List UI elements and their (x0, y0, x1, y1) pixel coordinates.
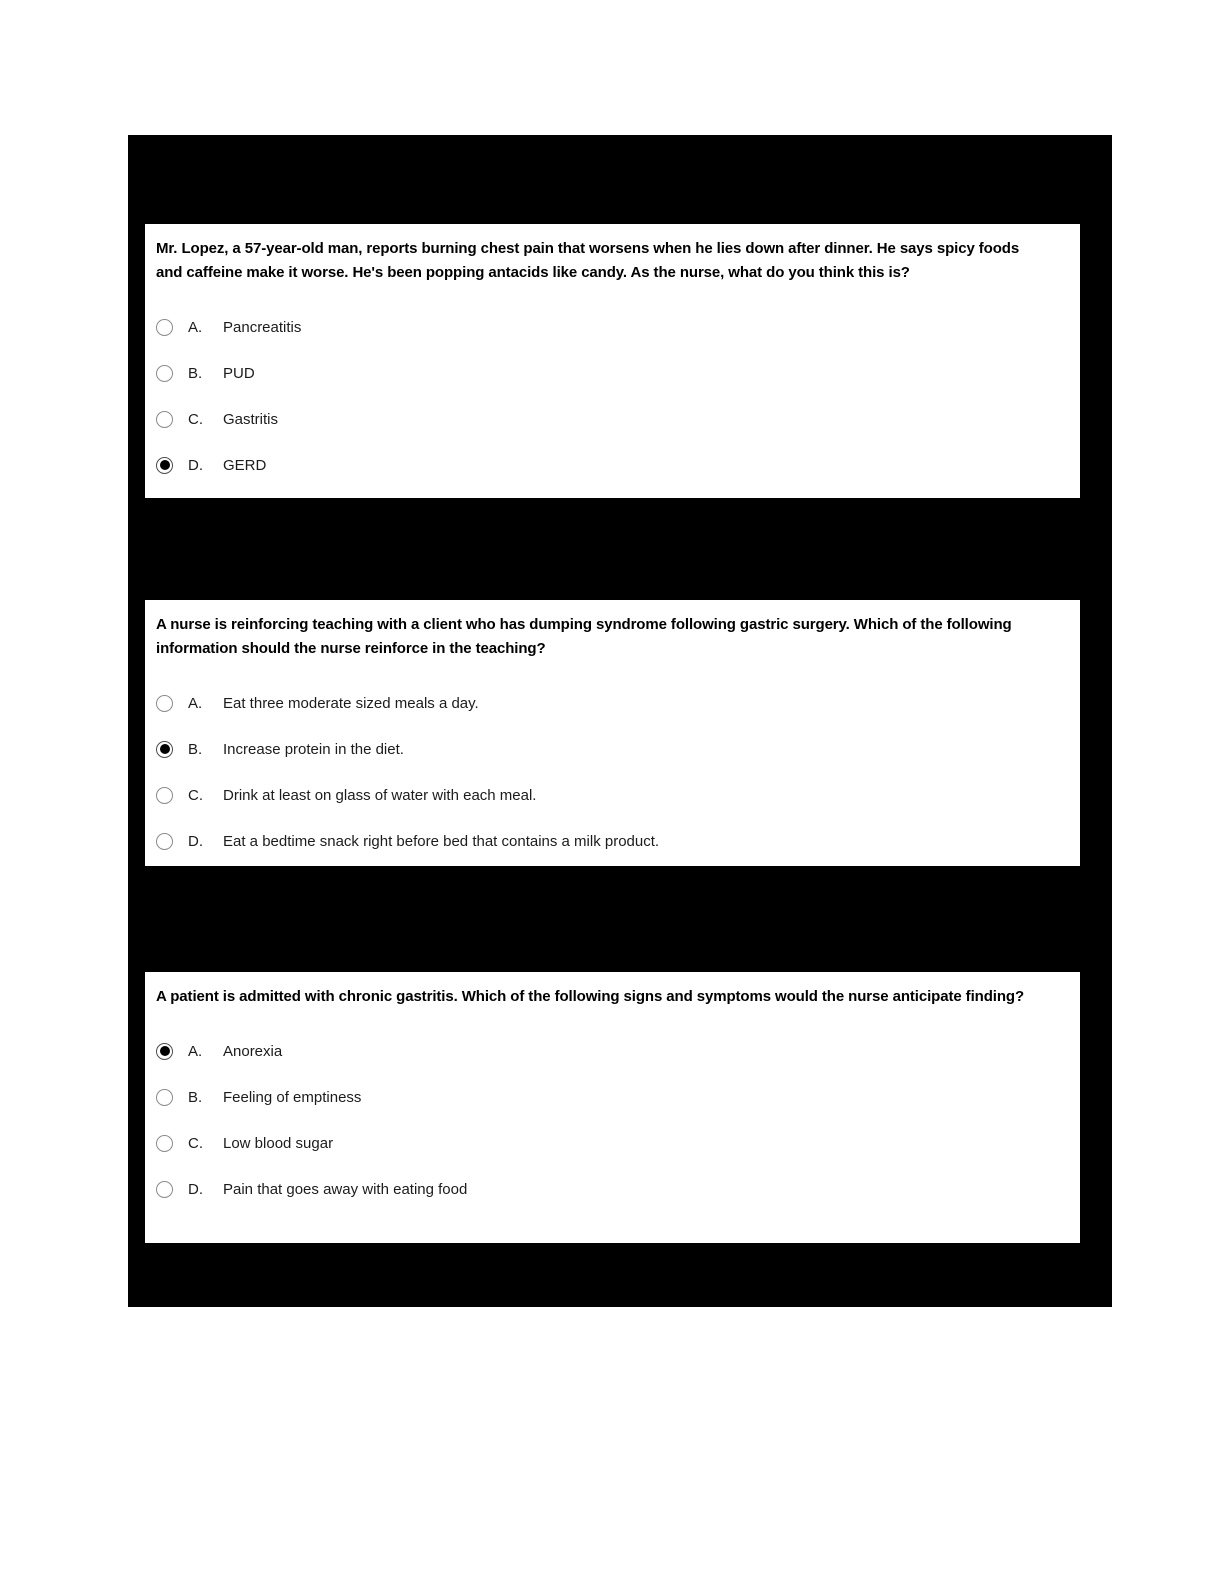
option-letter: B. (188, 364, 203, 382)
option-text: GERD (223, 456, 267, 474)
option-text: Feeling of emptiness (223, 1088, 362, 1106)
radio-button[interactable] (156, 411, 173, 428)
option-text: Anorexia (223, 1042, 283, 1060)
radio-button[interactable] (156, 1089, 173, 1106)
option-row[interactable] (156, 318, 1054, 336)
option-row[interactable] (156, 1042, 1054, 1060)
question-text: A patient is admitted with chronic gastritis. Which of the following signs and symptoms would the nurse anticipate finding? (156, 988, 1025, 1005)
option-row[interactable] (156, 832, 1054, 850)
radio-button[interactable] (156, 833, 173, 850)
option-letter: D. (188, 832, 203, 850)
quiz-panel (128, 135, 1112, 1307)
option-letter: D. (188, 456, 203, 474)
option-text: Drink at least on glass of water with each meal. (223, 786, 537, 804)
radio-button[interactable] (156, 695, 173, 712)
option-row[interactable] (156, 694, 1054, 712)
options-list (156, 318, 1054, 474)
option-row[interactable] (156, 456, 1054, 474)
radio-button[interactable] (156, 787, 173, 804)
option-text: Eat three moderate sized meals a day. (223, 694, 479, 712)
option-letter: D. (188, 1180, 203, 1198)
option-letter: C. (188, 410, 203, 428)
radio-button[interactable] (156, 741, 173, 758)
question-card-2 (145, 600, 1080, 866)
radio-button[interactable] (156, 457, 173, 474)
option-text: Gastritis (223, 410, 279, 428)
option-letter: A. (188, 694, 203, 712)
option-text: PUD (223, 364, 255, 382)
option-row[interactable] (156, 740, 1054, 758)
question-text: A nurse is reinforcing teaching with a client who has dumping syndrome following gastric surgery. Which of the following information should the nurse reinforce in the teaching? (156, 616, 1012, 657)
option-text: Low blood sugar (223, 1134, 334, 1152)
radio-button[interactable] (156, 1043, 173, 1060)
options-list (156, 694, 1054, 850)
option-text: Eat a bedtime snack right before bed that contains a milk product. (223, 832, 660, 850)
option-letter: C. (188, 786, 203, 804)
option-letter: A. (188, 318, 203, 336)
option-row[interactable] (156, 1180, 1054, 1198)
option-row[interactable] (156, 1134, 1054, 1152)
option-row[interactable] (156, 786, 1054, 804)
option-letter: C. (188, 1134, 203, 1152)
option-row[interactable] (156, 1088, 1054, 1106)
option-text: Increase protein in the diet. (223, 740, 404, 758)
question-text: Mr. Lopez, a 57-year-old man, reports burning chest pain that worsens when he lies down after dinner. He says spicy foods and caffeine make it worse. He's been popping antacids like candy. As the nurse, what do you think this is? (156, 240, 1020, 281)
question-card-3 (145, 972, 1080, 1243)
radio-button[interactable] (156, 1181, 173, 1198)
radio-button[interactable] (156, 1135, 173, 1152)
option-letter: A. (188, 1042, 203, 1060)
option-text: Pain that goes away with eating food (223, 1180, 468, 1198)
option-row[interactable] (156, 410, 1054, 428)
option-letter: B. (188, 740, 203, 758)
option-letter: B. (188, 1088, 203, 1106)
radio-button[interactable] (156, 319, 173, 336)
option-text: Pancreatitis (223, 318, 302, 336)
option-row[interactable] (156, 364, 1054, 382)
options-list (156, 1042, 1054, 1198)
question-card-1 (145, 224, 1080, 498)
radio-button[interactable] (156, 365, 173, 382)
